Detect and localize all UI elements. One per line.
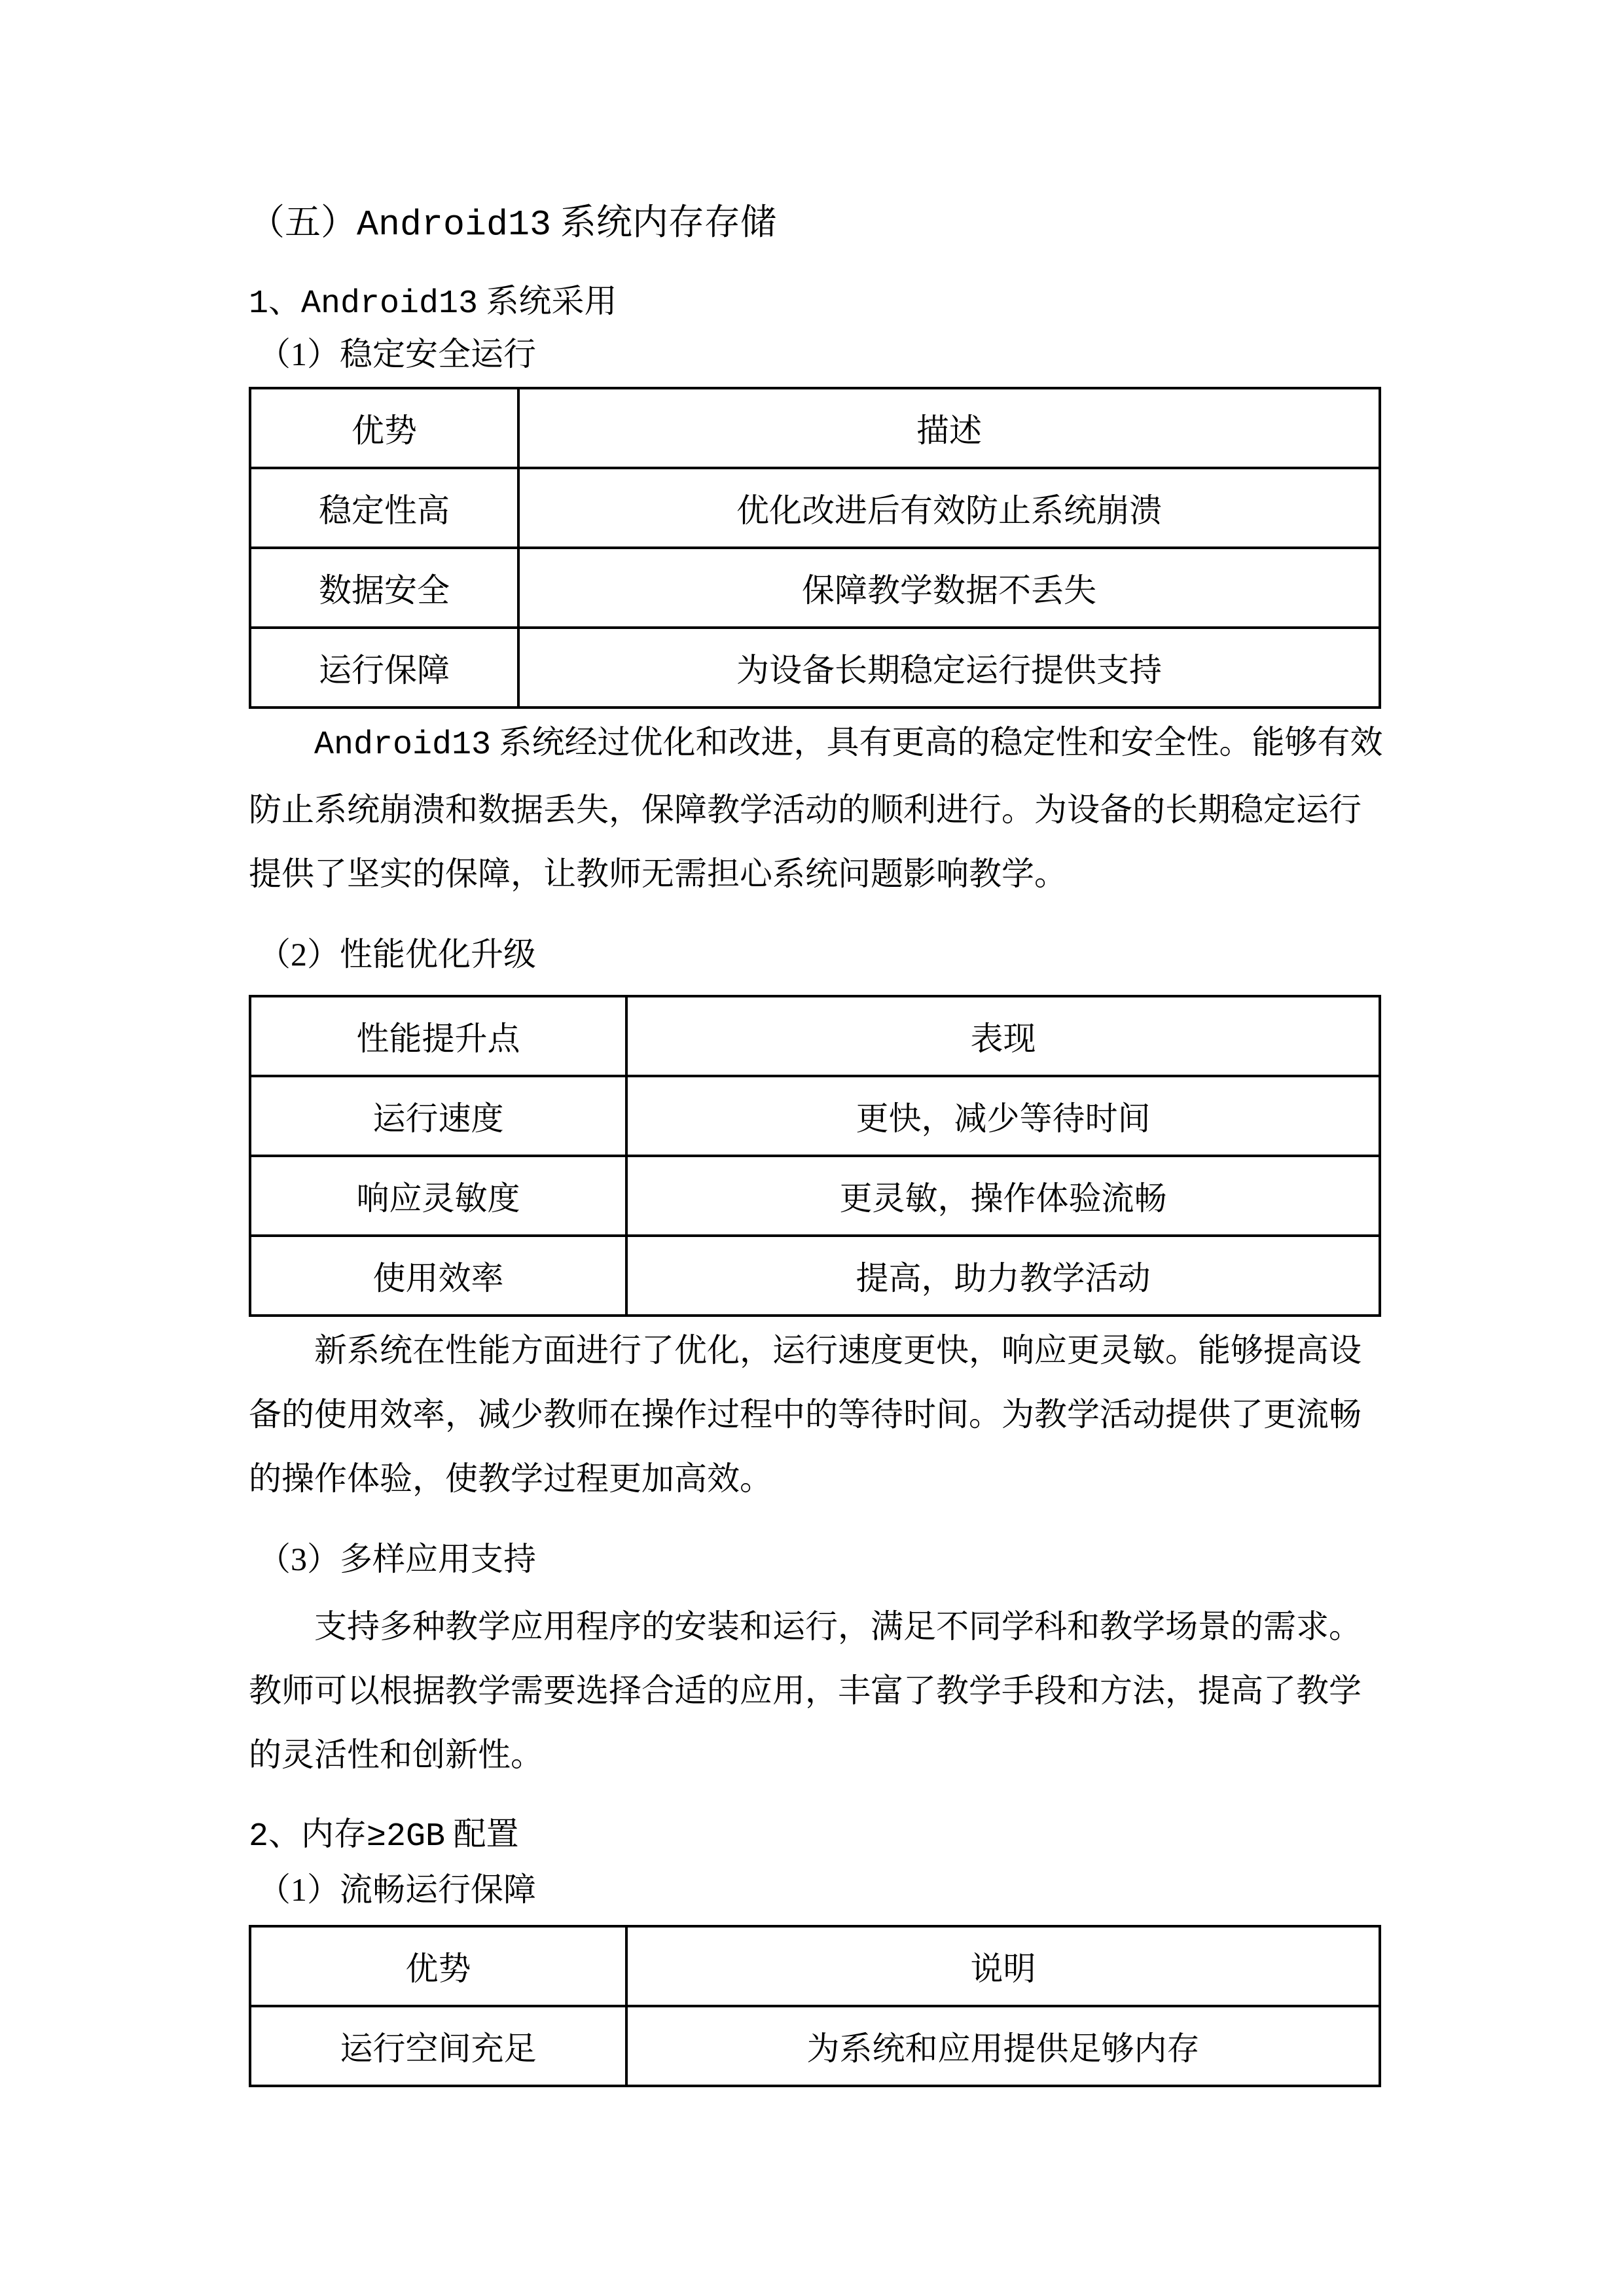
table-row: [250, 388, 1380, 468]
table-memory: [249, 1925, 1381, 2087]
table-header-cell: 优势: [250, 388, 518, 468]
paragraph-text: 系统经过优化和改进，具有更高的稳定性和安全性。能够有效: [491, 724, 1383, 761]
page-title-post: 系统内存存储: [551, 202, 776, 242]
paragraph-line: 教师可以根据教学需要选择合适的应用，丰富了教学手段和方法，提高了教学: [249, 1672, 1362, 1709]
table-header-cell: 表现: [626, 996, 1380, 1076]
paragraph-line: 的操作体验，使教学过程更加高效。: [249, 1460, 772, 1497]
table-row: [250, 1926, 1380, 2006]
table-cell: 优化改进后有效防止系统崩溃: [518, 468, 1380, 548]
paragraph-latin: Android13: [314, 726, 492, 764]
page-title-latin: Android13: [357, 204, 552, 245]
table-cell: 响应灵敏度: [250, 1156, 626, 1236]
section-1-latin: Android13: [301, 285, 478, 323]
table-performance: [249, 995, 1381, 1317]
table-row: [250, 1236, 1380, 1316]
table-cell: 运行空间充足: [250, 2006, 626, 2086]
paragraph-line: 防止系统崩溃和数据丢失，保障教学活动的顺利进行。为设备的长期稳定运行: [249, 791, 1362, 828]
table-row: [250, 468, 1380, 548]
table-row: [250, 628, 1380, 708]
table-header-cell: 描述: [518, 388, 1380, 468]
section-heading-1: [249, 283, 1381, 323]
table-cell: 保障教学数据不丢失: [518, 548, 1380, 628]
paragraph-line: 支持多种教学应用程序的安装和运行，满足不同学科和教学场景的需求。: [314, 1608, 1362, 1645]
section-heading-2: [249, 1816, 1381, 1856]
table-header-cell: 性能提升点: [250, 996, 626, 1076]
table-row: [250, 548, 1380, 628]
paragraph-line: 备的使用效率，减少教师在操作过程中的等待时间。为教学活动提供了更流畅: [249, 1396, 1362, 1433]
table-row: [250, 1076, 1380, 1156]
page-title: [249, 0, 1381, 246]
table-stable-safe: [249, 387, 1381, 709]
section-2-post: 配置: [445, 1816, 519, 1852]
paragraph-line: 新系统在性能方面进行了优化，运行速度更快，响应更灵敏。能够提高设: [314, 1332, 1362, 1369]
paragraph-stability: [249, 710, 1381, 906]
paragraph-line: 的灵活性和创新性。: [249, 1736, 543, 1773]
section-2-number: 2: [249, 1818, 269, 1856]
subsection-heading-1-2: （2）性能优化升级: [258, 936, 536, 973]
paragraph-line: 提供了坚实的保障，让教师无需担心系统问题影响教学。: [249, 855, 1067, 892]
paragraph-apps: [249, 1594, 1381, 1787]
table-cell: 为设备长期稳定运行提供支持: [518, 628, 1380, 708]
table-row: [250, 996, 1380, 1076]
section-1-number: 1: [249, 285, 269, 323]
subsection-heading-1-3: （3）多样应用支持: [258, 1541, 536, 1577]
table-cell: 数据安全: [250, 548, 518, 628]
table-row: [250, 2006, 1380, 2086]
paragraph-performance: [249, 1318, 1381, 1511]
table-header-cell: 优势: [250, 1926, 626, 2006]
subsection-heading-1-1: （1）稳定安全运行: [258, 336, 536, 372]
table-cell: 提高，助力教学活动: [626, 1236, 1380, 1316]
table-header-cell: 说明: [626, 1926, 1380, 2006]
table-row: [250, 1156, 1380, 1236]
section-2-mark: 、内存: [268, 1816, 367, 1852]
section-2-latin: ≥2GB: [367, 1818, 446, 1856]
subsection-heading-2-1: （1）流畅运行保障: [258, 1871, 536, 1908]
table-cell: 运行速度: [250, 1076, 626, 1156]
section-1-mark: 、: [268, 283, 302, 319]
table-cell: 稳定性高: [250, 468, 518, 548]
paragraph-line: [249, 710, 1381, 778]
table-cell: 为系统和应用提供足够内存: [626, 2006, 1380, 2086]
table-cell: 更快，减少等待时间: [626, 1076, 1380, 1156]
page-title-pre: （五）: [249, 202, 357, 242]
section-1-post: 系统采用: [478, 283, 617, 319]
table-cell: 更灵敏，操作体验流畅: [626, 1156, 1380, 1236]
table-cell: 使用效率: [250, 1236, 626, 1316]
document-content: [249, 0, 1381, 2087]
table-cell: 运行保障: [250, 628, 518, 708]
